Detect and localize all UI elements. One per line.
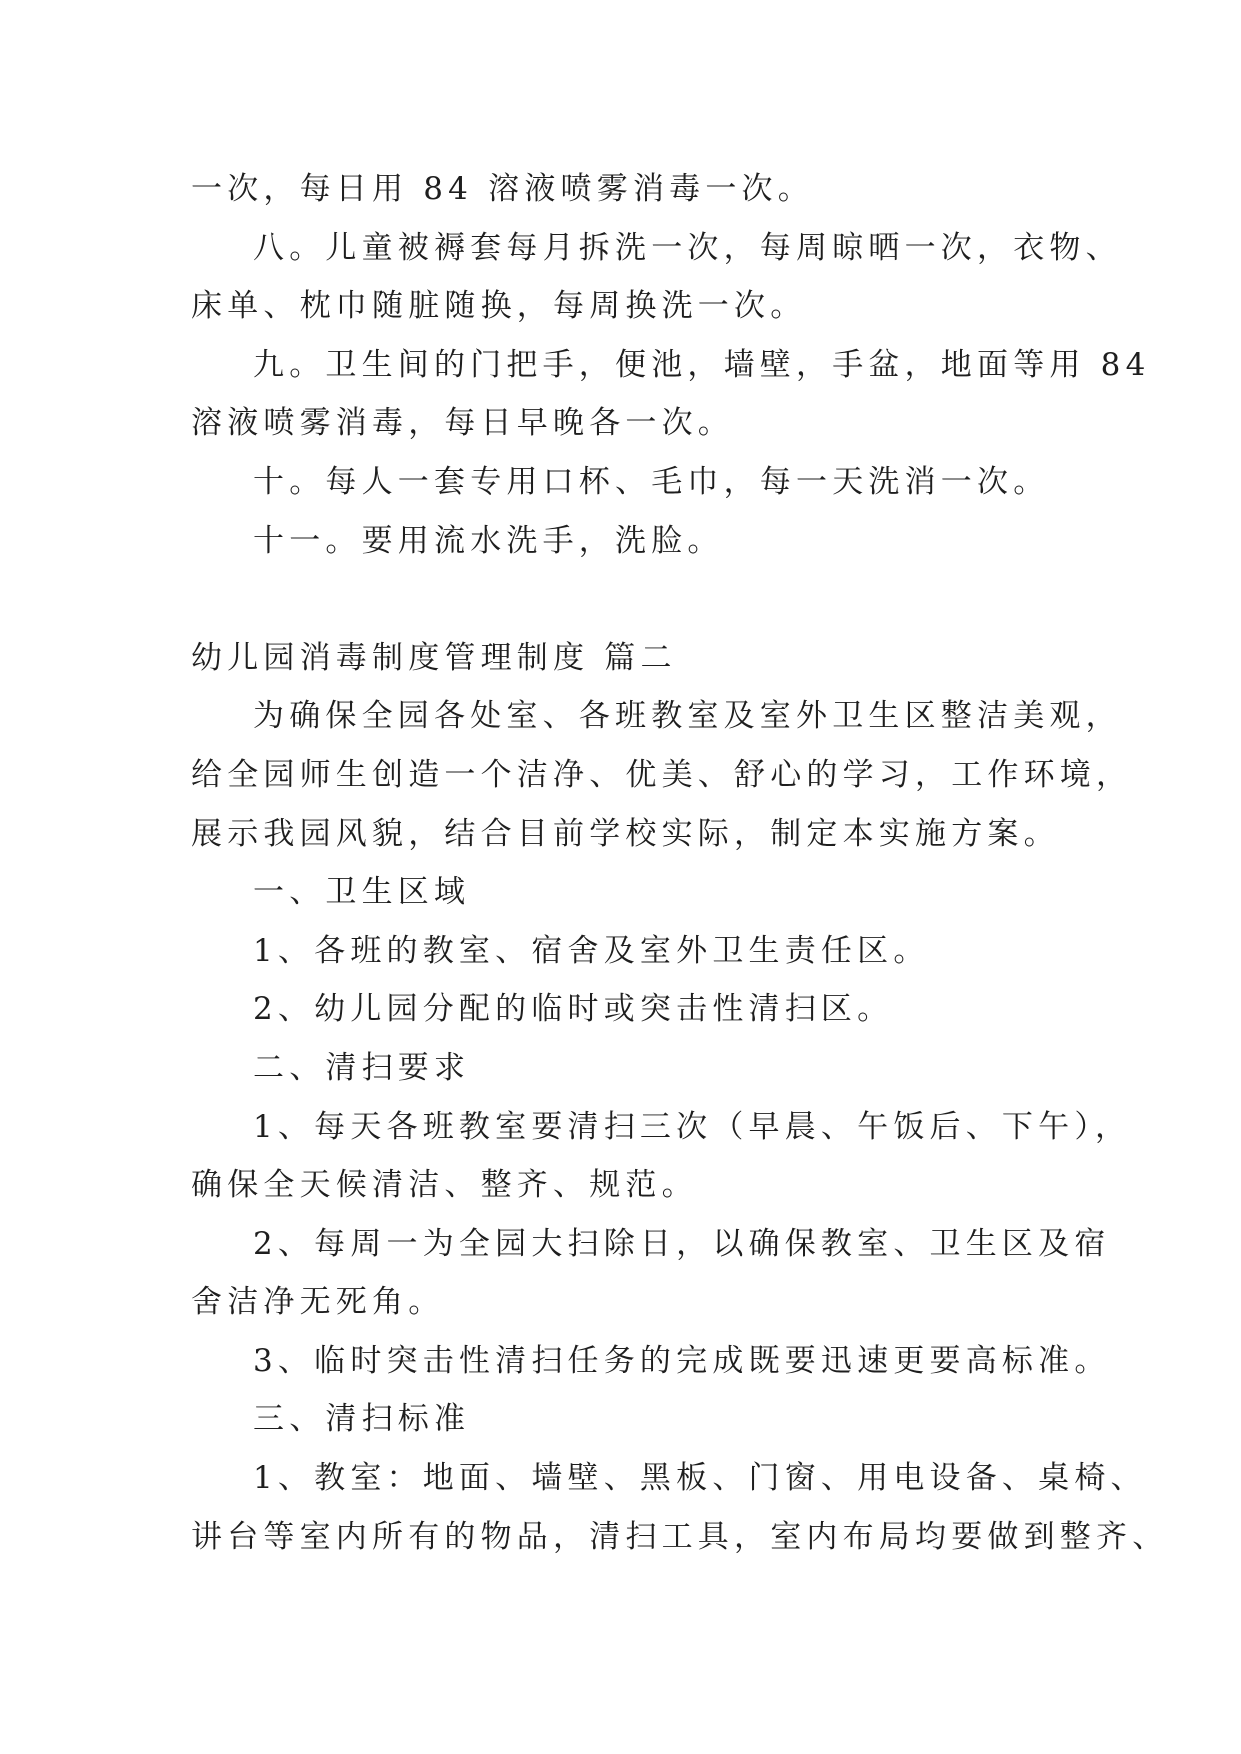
text-line: 2、幼儿园分配的临时或突击性清扫区。: [253, 991, 894, 1028]
text-line: 十。每人一套专用口杯、毛巾，每一天洗消一次。: [253, 463, 1050, 500]
section-heading: 幼儿园消毒制度管理制度 篇二: [191, 639, 677, 676]
text-line: 给全园师生创造一个洁净、优美、舒心的学习，工作环境，: [191, 756, 1133, 793]
text-line: 为确保全园各处室、各班教室及室外卫生区整洁美观，: [253, 698, 1122, 735]
section-spacer: [191, 570, 1071, 629]
text-line: 1、每天各班教室要清扫三次（早晨、午饭后、下午），: [253, 1108, 1132, 1145]
text-line: 八。儿童被褥套每月拆洗一次，每周晾晒一次，衣物、: [253, 229, 1122, 266]
text-line: 床单、枕巾随脏随换，每周换洗一次。: [191, 288, 807, 325]
subheading: 一、卫生区域: [253, 874, 471, 911]
text-line: 1、教室：地面、墙壁、黑板、门窗、用电设备、桌椅、: [253, 1460, 1147, 1497]
subheading: 二、清扫要求: [253, 1049, 471, 1086]
text-line: 1、各班的教室、宿舍及室外卫生责任区。: [253, 932, 930, 969]
text-line: 讲台等室内所有的物品，清扫工具，室内布局均要做到整齐、: [191, 1518, 1169, 1555]
text-line: 一次，每日用 84 溶液喷雾消毒一次。: [191, 171, 814, 207]
text-line: 溶液喷雾消毒，每日早晚各一次。: [191, 405, 734, 442]
text-line: 舍洁净无死角。: [191, 1284, 445, 1321]
text-line: 2、每周一为全园大扫除日，以确保教室、卫生区及宿: [253, 1225, 1111, 1262]
subheading: 三、清扫标准: [253, 1401, 471, 1438]
text-line: 展示我园风貌，结合目前学校实际，制定本实施方案。: [191, 815, 1060, 852]
text-line: 十一。要用流水洗手，洗脸。: [253, 522, 724, 559]
text-line: 3、临时突击性清扫任务的完成既要迅速更要高标准。: [253, 1342, 1111, 1379]
text-line: 九。卫生间的门把手，便池，墙壁，手盆，地面等用 84: [253, 346, 1151, 383]
text-line: 确保全天候清洁、整齐、规范。: [191, 1167, 698, 1204]
